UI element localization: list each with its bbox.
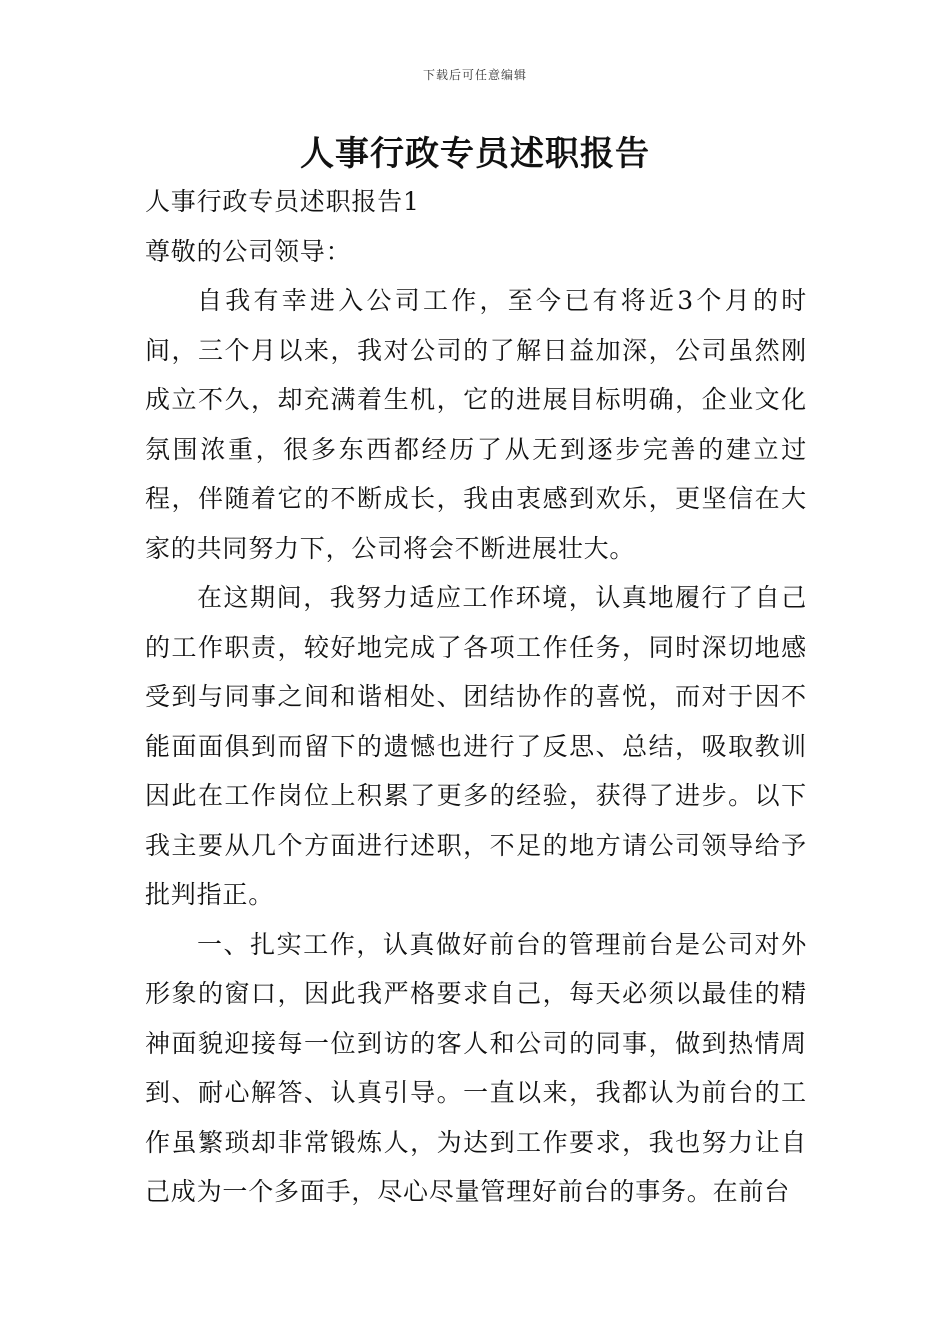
document-title: 人事行政专员述职报告 [300, 134, 650, 174]
salutation: 尊敬的公司领导： [145, 236, 352, 266]
report-subtitle: 人事行政专员述职报告1 [145, 187, 420, 216]
paragraph-2: 在这期间，我努力适应工作环境，认真地履行了自己的工作职责，较好地完成了各项工作任务，同时深切地感受到与同事之间和谐相处、团结协作的喜悦，而对于因不能面面俱到而留下的遗憾也进行了反思、总结，吸取教训因此在工作岗位上积累了更多的经验，获得了进步。以下我主要从几个方面进行述职，不足的地方请公司领导给予批判指正。 [145, 583, 807, 909]
paragraph-3: 一、扎实工作，认真做好前台的管理前台是公司对外形象的窗口，因此我严格要求自己，每天必须以最佳的精神面貌迎接每一位到访的客人和公司的同事，做到热情周到、耐心解答、认真引导。一直以来，我都认为前台的工作虽繁琐却非常锻炼人，为达到工作要求，我也努力让自己成为一个多面手，尽心尽量管理好前台的事务。在前台 [145, 929, 807, 1206]
document-body [145, 177, 807, 1217]
header-note: 下载后可任意编辑 [422, 68, 527, 82]
paragraph-1: 自我有幸进入公司工作，至今已有将近3个月的时间，三个月以来，我对公司的了解日益加深，公司虽然刚成立不久，却充满着生机，它的进展目标明确，企业文化氛围浓重，很多东西都经历了从无到逐步完善的建立过程，伴随着它的不断成长，我由衷感到欢乐，更坚信在大家的共同努力下，公司将会不断进展壮大。 [145, 286, 807, 563]
